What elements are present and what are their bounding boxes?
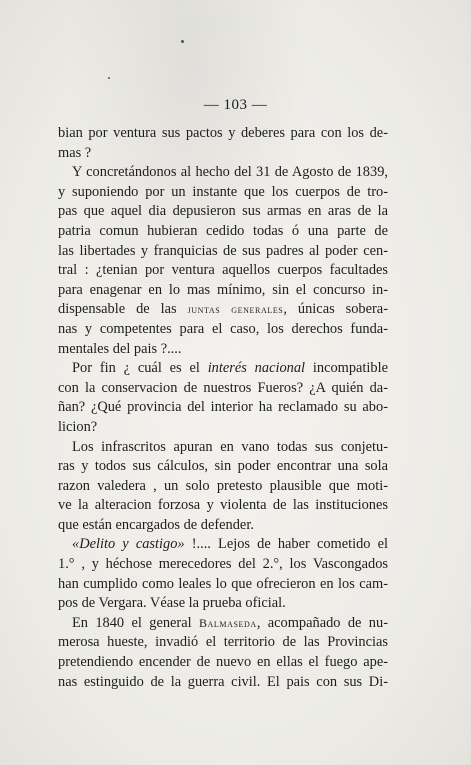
text-line xyxy=(58,359,388,379)
page-number: — 103 — xyxy=(203,97,268,113)
text-line xyxy=(58,183,388,203)
body-text xyxy=(58,124,388,692)
text-run: dispensable de las xyxy=(58,301,188,318)
text-run: 1.° , y héchose merecedores del 2.°, los Vascongados xyxy=(58,556,388,573)
italic-text: interés nacional xyxy=(207,360,306,377)
small-caps-text: Balmaseda xyxy=(198,615,257,630)
text-run: ñan? ¿Qué provincia del interior ha reclamado su abo- xyxy=(58,399,388,416)
text-run: incompatible xyxy=(305,360,389,377)
text-run: ve la alteracion forzosa y violenta de las instituciones xyxy=(58,497,388,514)
text-line xyxy=(58,242,388,262)
text-run: Los infrascritos apuran en vano todas sus conjetu- xyxy=(72,438,388,455)
text-run: , únicas sobera- xyxy=(283,301,388,318)
text-run: razon valedera , un solo pretesto plausible que moti- xyxy=(58,477,388,494)
text-line xyxy=(58,261,388,281)
text-line xyxy=(58,320,388,340)
text-run: !.... Lejos de haber cometido el xyxy=(184,536,389,553)
text-line xyxy=(58,633,388,653)
ink-speck xyxy=(181,40,184,43)
small-caps-text: juntas generales xyxy=(187,302,284,317)
text-line xyxy=(58,418,388,438)
text-run: patria comun hubieran cedido todas ó una parte de xyxy=(58,222,388,239)
text-line xyxy=(58,535,388,555)
text-run: Por fin ¿ cuál es el xyxy=(72,360,208,377)
text-line xyxy=(58,438,388,458)
text-run: nas estinguido de la guerra civil. El pais con sus Di- xyxy=(58,673,388,690)
text-run: merosa hueste, invadió el territorio de las Provincias xyxy=(58,634,388,651)
text-line xyxy=(58,281,388,301)
text-run: tral : ¿tenian por ventura aquellos cuerpos facultades xyxy=(58,262,388,279)
text-run: para enagenar en lo mas mínimo, sin el concurso in- xyxy=(58,281,388,298)
text-line xyxy=(58,398,388,418)
text-line xyxy=(58,202,388,222)
text-line xyxy=(58,144,388,164)
text-line xyxy=(58,496,388,516)
text-run: y suponiendo por un instante que los cuerpos de tro- xyxy=(58,183,388,200)
ink-speck xyxy=(108,77,110,79)
text-line xyxy=(58,614,388,634)
text-line xyxy=(58,457,388,477)
text-run: que están encargados de defender. xyxy=(58,516,254,533)
text-line xyxy=(58,516,388,536)
text-line xyxy=(58,575,388,595)
text-run: , acompañado de nu- xyxy=(256,614,388,631)
text-run: pos de Vergara. Véase la prueba oficial. xyxy=(58,595,286,612)
text-run: las libertades y franquicias de sus padres al poder cen- xyxy=(58,242,388,259)
text-run: pas que aquel dia depusieron sus armas en aras de la xyxy=(58,203,388,220)
text-line xyxy=(58,300,388,320)
text-run: con la conservacion de nuestros Fueros? ¿A quién da- xyxy=(58,379,388,396)
text-run: licion? xyxy=(58,418,98,435)
italic-text: «Delito y castigo» xyxy=(72,536,185,553)
text-line xyxy=(58,555,388,575)
text-run: ras y todos sus cálculos, sin poder encontrar una sola xyxy=(58,458,388,475)
text-line xyxy=(58,163,388,183)
text-run: bian por ventura sus pactos y deberes para con los de- xyxy=(58,125,388,141)
text-line xyxy=(58,594,388,614)
text-run: han cumplido como leales lo que ofrecieron en los cam- xyxy=(58,575,388,592)
text-run: nas y competentes para el caso, los derechos funda- xyxy=(58,320,388,337)
text-run: Y concretándonos al hecho del 31 de Agosto de 1839, xyxy=(72,164,388,181)
text-line xyxy=(58,379,388,399)
text-line xyxy=(58,124,388,144)
text-run: mentales del pais ?.... xyxy=(58,340,182,357)
text-run: pretendiendo encender de nuevo en ellas el fuego ape- xyxy=(58,654,388,671)
text-line xyxy=(58,477,388,497)
text-line xyxy=(58,340,388,360)
text-line xyxy=(58,222,388,242)
text-line xyxy=(58,673,388,693)
text-run: mas ? xyxy=(58,144,92,161)
text-run: En 1840 el general xyxy=(72,614,199,631)
text-line xyxy=(58,653,388,673)
